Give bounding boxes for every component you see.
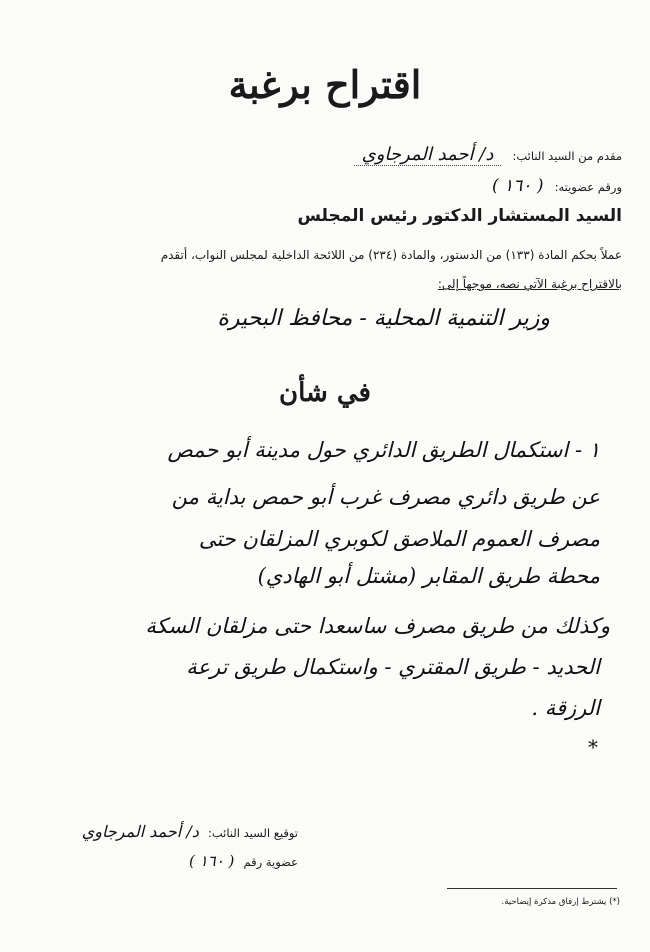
membership-label: ورقم عضويته: (554, 180, 622, 194)
addressee-heading: السيد المستشار الدكتور رئيس المجلس (297, 206, 622, 226)
membership-number-value: ( ١٦٠ ) (188, 852, 235, 870)
body-line-3: مصرف العموم الملاصق لكوبري المزلقان حتى (198, 527, 600, 551)
membership-row (492, 176, 622, 196)
subject-heading: في شأن (279, 378, 371, 408)
proposal-text: بالاقتراح برغبة الآتي نصه، موجهاً إلى: (437, 277, 622, 291)
submitted-by-row (354, 144, 622, 166)
footnote: (*) يشترط إرفاق مذكرة إيضاحية. (501, 897, 620, 907)
document-title: اقتراح برغبة (228, 62, 422, 107)
body-line-1: ١ - استكمال الطريق الدائري حول مدينة أبو حمص (167, 438, 600, 462)
body-line-6: الحديد - طريق المقتري - واستكمال طريق ترعة (186, 655, 600, 679)
proposal-line (438, 277, 622, 291)
membership-handwritten: ( ١٦٠ ) (492, 176, 544, 196)
recipient-handwritten: وزير التنمية المحلية - محافظ البحيرة (217, 306, 550, 331)
closing-mark: * (588, 735, 598, 759)
submitted-by-label: مقدم من السيد النائب: (512, 149, 622, 163)
membership-number-row (189, 851, 298, 870)
membership-number-label: عضوية رقم (243, 855, 298, 869)
signature-row (82, 822, 298, 841)
body-line-5: وكذلك من طريق مصرف ساسعدا حتى مزلقان السكة (145, 614, 610, 638)
submitted-by-handwritten: د/ أحمد المرجاوي (354, 144, 502, 166)
footnote-divider (447, 888, 617, 889)
intro-line: عملاً بحكم المادة (١٣٣) من الدستور، والمادة (٢٣٤) من اللائحة الداخلية لمجلس النواب، أتقدم (160, 248, 622, 262)
signature-handwritten: د/ أحمد المرجاوي (81, 822, 199, 841)
body-line-4: محطة طريق المقابر (مشتل أبو الهادي) (257, 564, 600, 588)
body-line-2: عن طريق دائري مصرف غرب أبو حمص بداية من (171, 485, 600, 509)
body-line-7: الرزقة . (531, 696, 600, 720)
signature-label: توقيع السيد النائب: (207, 826, 298, 840)
